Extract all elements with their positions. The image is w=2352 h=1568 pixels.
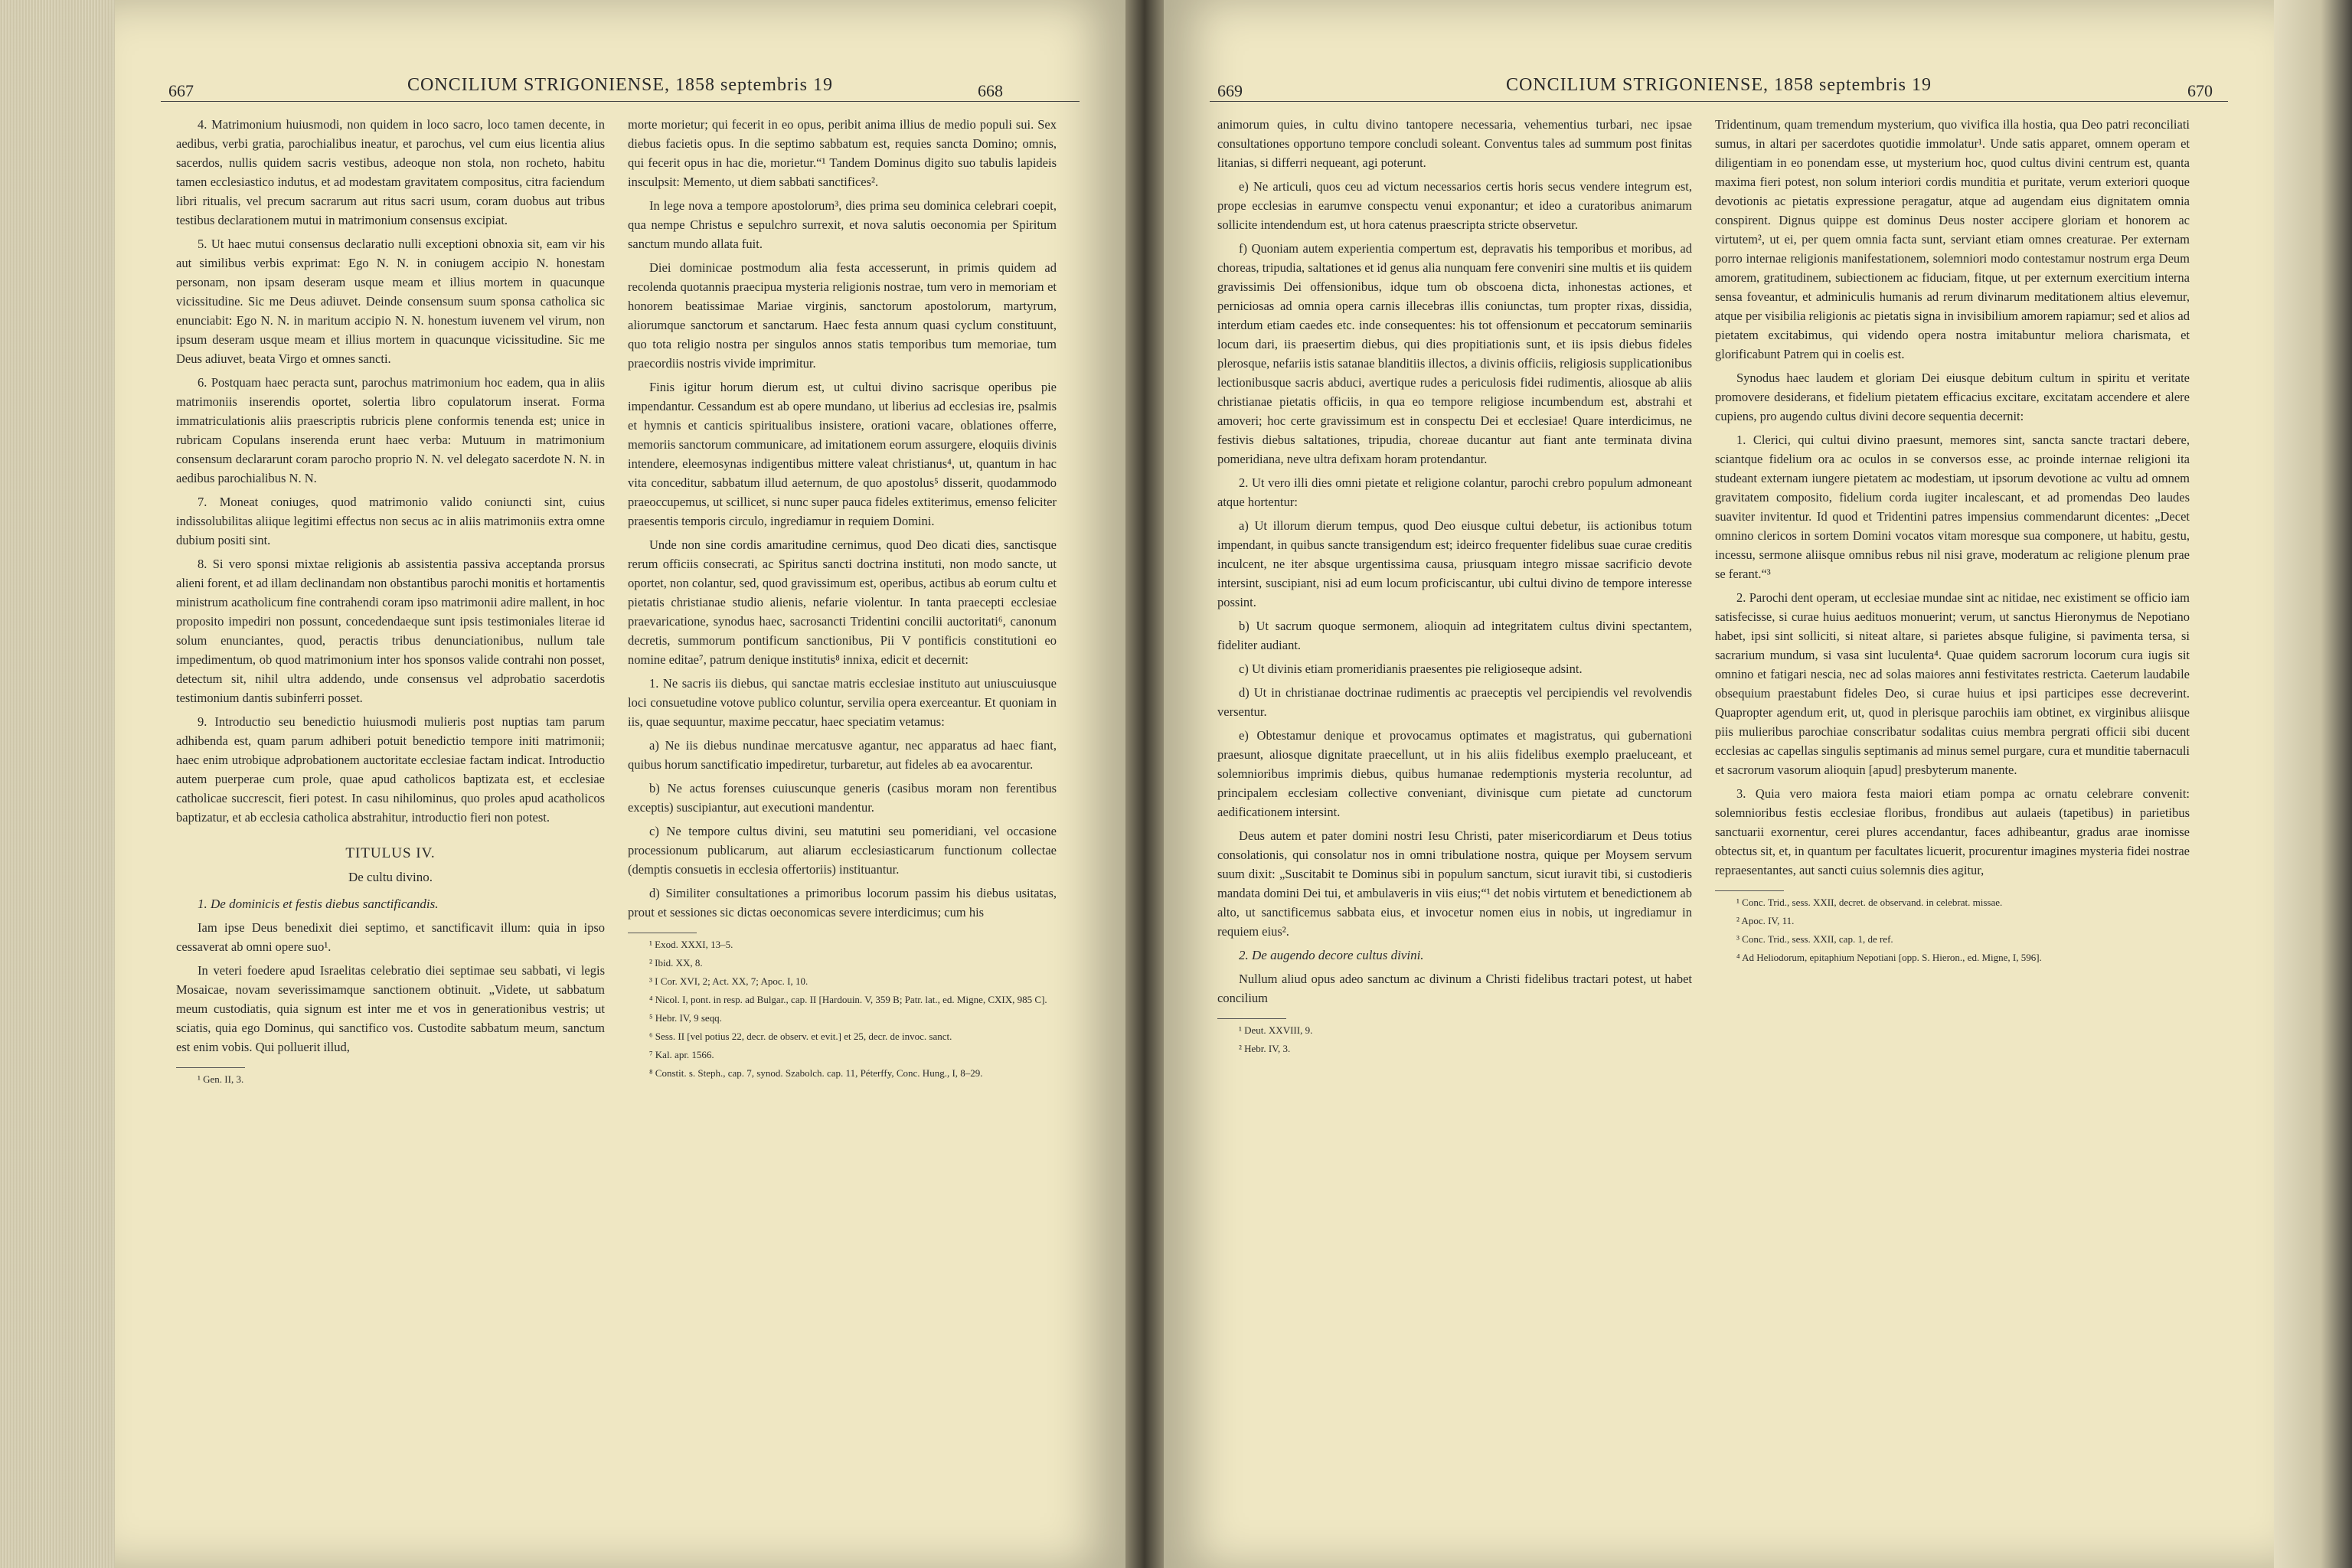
section-heading: 2. De augendo decore cultus divini.: [1239, 948, 1424, 962]
paragraph: 3. Quia vero maiora festa maiori etiam pompa ac ornatu celebrare convenit: solemnioribus festis ecclesiae floribus, frondibus aut aulaeis (tapetibus) in parietibus sanctuarii exornentur, cerei plures accendantur, faces adhibeantur, gradus arae inomisse obtectus sit, et, in quantum per facultates licuerit, procurentur imagines mysteria fidei nostrae repraesentantes, aut sancti cuius solemnis dies agitur,: [1715, 786, 2190, 877]
footnote: ¹ Conc. Trid., sess. XXII, decret. de observand. in celebrat. missae.: [1736, 897, 2003, 908]
paragraph: Synodus haec laudem et gloriam Dei eiusque debitum cultum in spiritu et veritate promovere desiderans, et fidelium pietatem efficacius excitare, excitatam accendere et alere cupiens, pro augendo cultus divini decore sequentia decernit:: [1715, 371, 2190, 423]
left-running-head: [115, 70, 1125, 101]
titulus-subheading: De cultu divino.: [348, 870, 433, 884]
paragraph: Nullum aliud opus adeo sanctum ac divinum a Christi fidelibus tractari potest, ut habet concilium: [1217, 972, 1692, 1005]
left-page: [115, 0, 1125, 1568]
right-column-2: [1715, 115, 2190, 969]
book-edge-right: [2274, 0, 2352, 1568]
paragraph: 9. Introductio seu benedictio huiusmodi mulieris post nuptias tam parum adhibenda est, quam parum adhiberi potuit benedictio tempore initi matrimonii; haec enim utrobique adprobationem auctoritate ecclesiae factam indicat. Introductio autem puerperae cum prole, quae apud catholicos baptizata est, et ecclesiae catholicae succrescit, fieri potest. In casu nihilominus, quo proles apud acatholicos baptizatur, et ab ecclesia catholica abstrahitur, introductio fieri non potest.: [176, 714, 605, 825]
paragraph: 5. Ut haec mutui consensus declaratio nulli exceptioni obnoxia sit, eam vir his aut similibus verbis exprimat: Ego N. N. in coniugem accipio N. honestam personam, non ipsam deseram usque meam et illius mortem in quacunque vicissitudine. Sic me Deus adiuvet. Deinde consensum suum sponsa catholica sic enunciabit: Ego N. N. in maritum accipio N. N. honestum iuvenem vel virum, non ipsum deseram usque meam et illius mortem in quacunque vicissitudine. Sic me Deus adiuvet, beata Virgo et omnes sancti.: [176, 237, 605, 366]
right-header-rule: [1210, 101, 2228, 102]
left-column-1: [176, 115, 605, 1091]
section-heading: 1. De dominicis et festis diebus sanctificandis.: [198, 897, 439, 911]
paragraph: 6. Postquam haec peracta sunt, parochus matrimonium hoc eadem, qua in aliis matrimoniis inserendis oportet, solertia libro copulatorum inserat. Forma immatriculationis aliis praescriptis rubricis plene conformis tenenda est; unice in rubricam Copulans inserenda erunt haec verba: Mutuum in matrimonium consensum declararunt coram parocho proprio N. N. vel delegato sacerdote N. N. in aedibus parochialibus N. N.: [176, 375, 605, 485]
left-page-number: 667: [168, 81, 194, 100]
footnote: ² Apoc. IV, 11.: [1736, 915, 1795, 926]
right-column-1: [1217, 115, 1692, 1060]
paragraph: c) Ne tempore cultus divini, seu matutini seu pomeridiani, vel occasione processionum publicarum, aut aliarum ecclesiasticarum functionum collectae (demptis consuetis in ecclesia offertoriis) instituantur.: [628, 824, 1057, 877]
footnote: ² Ibid. XX, 8.: [649, 957, 703, 969]
footnote: ³ I Cor. XVI, 2; Act. XX, 7; Apoc. I, 10.: [649, 975, 808, 987]
paragraph: a) Ne iis diebus nundinae mercatusve agantur, nec apparatus ad haec fiant, quibus horum sanctificatio impediretur, turbaretur, aut fideles ab ea avocarentur.: [628, 738, 1057, 772]
paragraph: d) Ut in christianae doctrinae rudimentis ac praeceptis vel percipiendis vel revolvendis versentur.: [1217, 685, 1692, 719]
footnote: ⁶ Sess. II [vel potius 22, decr. de observ. et evit.] et 25, decr. de invoc. sanct.: [649, 1031, 952, 1042]
right-column-number: 669: [1217, 81, 1243, 100]
footnote: ⁸ Constit. s. Steph., cap. 7, synod. Szabolch. cap. 11, Péterffy, Conc. Hung., I, 8–29.: [649, 1067, 983, 1079]
footnote: ⁴ Ad Heliodorum, epitaphium Nepotiani [opp. S. Hieron., ed. Migne, I, 596].: [1736, 952, 2042, 963]
paragraph: 1. Clerici, qui cultui divino praesunt, memores sint, sancta sancte tractari debere, sciantque fidelium ora ac oculos in se conversos esse, ac proinde internae religioni ita studeant externam iungere pietatem ac modestiam, ut ipsorum devotione ac vultu ad omnem gravitatem composito, fidelium corda iugiter incalescant, et ad promendas Deo laudes suaviter invitentur. Id quod et Tridentini patres impensius commendarunt dicentes: „Decet omnino clericos in sortem Domini vocatos vitam moresque sua componere, ut habitu, gestu, incessu, sermone aliisque omnibus rebus nil nisi grave, moderatum ac religione plenum prae se ferant.“³: [1715, 433, 2190, 581]
paragraph: animorum quies, in cultu divino tantopere necessaria, vehementius turbari, nec ipsae consultationes opportuno tempore concludi soleant. Conventus tales ad summum post finitas litanias, si differri nequeant, agi poterunt.: [1217, 117, 1692, 170]
book-edge-left: [0, 0, 115, 1568]
right-page: [1164, 0, 2274, 1568]
paragraph: 4. Matrimonium huiusmodi, non quidem in loco sacro, loco tamen decente, in aedibus, verbi gratia, parochialibus ineatur, et parochus, vel cum eius licentia alius sacerdos, nullis quidem sacris vestibus, adeoque non stola, non rocheto, habitu tamen ecclesiastico indutus, et ad modestam gravitatem compositus, citra faciendum libri ritualis, vel precum sacrarum aut ritus sacri usum, coram duobus aut tribus testibus declarationem mutui in matrimonium consensus excipiat.: [176, 117, 605, 227]
footnote: ¹ Deut. XXVIII, 9.: [1239, 1024, 1313, 1036]
paragraph: In veteri foedere apud Israelitas celebratio diei septimae seu sabbati, vi legis Mosaicae, novam severissimamque sanctionem obtinuit. „Videte, ut sabbatum meum custodiatis, quia signum est inter me et vos in generationibus vestris; ut sciatis, quia ego Dominus, qui sanctifico vos. Custodite sabbatum meum, sanctum est enim vobis. Qui polluerit illud,: [176, 963, 605, 1054]
paragraph: b) Ut sacrum quoque sermonem, alioquin ad integritatem cultus divini spectantem, fideliter audiant.: [1217, 619, 1692, 652]
paragraph: 8. Si vero sponsi mixtae religionis ab assistentia passiva acceptanda prorsus alieni forent, et ad illam declinandam non obstantibus parochi monitis et hortamentis ministrum acatholicum fine contrahendi coram ipso matrimonii adire mallent, in hoc proposito impediri non possunt, concedendaeque sunt ipsis testimoniales literae id solum enunciantes, quod, peractis tribus denunciationibus, nullum tale impedimentum, ob quod matrimonium inter hos sponsos valide contrahi non posset, detectum sit, nihil ultra addendo, unde consensus vel adprobatio sacerdotis testimonium dantis subinferri posset.: [176, 557, 605, 705]
paragraph: 2. Parochi dent operam, ut ecclesiae mundae sint ac nitidae, nec existiment se officio iam satisfecisse, si curae huius aedituos monuerint; verum, ut sanctus Hieronymus de Nepotiano habet, ipsi sint solliciti, si niteat altare, si parietes absque fuligine, si pavimenta tersa, si sacrarium mundum, si vasa sint luculenta⁴. Quae quidem sacrorum locorum cura iugis sit omnino et fatigari nescia, nec ad solas maiores anni festivitates restricta. Caeterum laudabile obsequium praestabunt fideles Deo, si curae huius et ipsi participes esse decreverint. Quapropter agendum erit, ut, quod in plerisque parochiis iam obtinet, ex virginibus aliisque piis mulieribus parochiae conscribatur sodalitas cuius membra pergrati officii sibi ducent ecclesias ac capellas singulis septimanis ad minus semel purgare, cura et munditie tabernaculi et sacrorum vasorum alioquin [apud] presbyterum manente.: [1715, 590, 2190, 777]
paragraph: b) Ne actus forenses cuiuscunque generis (casibus moram non ferentibus exceptis) suscipiantur, aut executioni mandentur.: [628, 781, 1057, 815]
paragraph: c) Ut divinis etiam promeridianis praesentes pie religioseque adsint.: [1239, 662, 1583, 676]
footnote-rule: [1715, 890, 1784, 891]
paragraph: d) Similiter consultationes a primoribus locorum passim his diebus usitatas, prout et sessiones sic dictas oeconomicas severe interdicimus; cum his: [628, 886, 1057, 920]
right-running-head: [1164, 70, 2274, 101]
paragraph: Tridentinum, quam tremendum mysterium, quo vivifica illa hostia, qua Deo patri reconciliati sumus, in altari per sacerdotes quotidie immolatur¹. Unde satis apparet, omnem operam et diligentiam in eo ponendam esse, ut mysterium hoc, quod cultus divini centrum est, quanta maxima fieri potest, non solum interiori cordis munditia et puritate, verum exteriori quoque devotionis ac pietatis expressione peragatur, atque ad augendam eius dignitatem omnia conspirent. Dignus quippe est dominus Deus noster accipere gloriam et honorem ac virtutem², ut ei, per quem omnia facta sunt, serviant etiam omnes creaturae. Per externam porro internae religionis manifestationem, solemniori modo contestamur nostrum erga Deum amorem, gratitudinem, subiectionem ac fiduciam, fitque, ut per externum exercitium interna sensa foveantur, et adminiculis humanis ad rerum divinarum meditationem altius elevemur, atque per visibilia religionis ac pietatis signa in invisibilium amorem rapiamur; sed et alios ad pietatem excitabimus, qui videndo opera nostra imitabuntur meliora charismata, et glorificabunt Patrem qui in coelis est.: [1715, 117, 2190, 361]
paragraph: f) Quoniam autem experientia compertum est, depravatis his temporibus et moribus, ad choreas, tripudia, saltationes et id genus alia nunquam fere conveniri sine multis et iis quidem gravissimis Dei offensionibus, idque tum ob obscoena dicta, inhonestas actiones, et perniciosas ad omnia opera carnis illecebras illis coniunctas, tum propter rixas, dissidia, interdum etiam caedes etc. inde consequentes: his tot offensionum et peccatorum seminariis locum dari, iis praesertim diebus, qui dies propitiationis sunt, et iis ipsis diebus fideles plerosque, nefariis istis satanae blanditiis illectos, a divinis officiis, religiosis supplicationibus lectionibusque sacris abduci, avertique rudes a periculosis fidei rudimentis, aliosque ab aliis christianae pietatis officiis, in qua eo tempore religiose incumbendum est, abstrahi et amoveri; hoc certe gravissimum est in conspectu Dei et ecclesiae! Quare interdicimus, ne festivis diebus saltationes, tripudia, choreae ducantur aut fiant ante terminata divina pomeridiana, neve ultra defixam horam protendantur.: [1217, 241, 1692, 466]
left-column-2: [628, 115, 1057, 1085]
paragraph: Finis igitur horum dierum est, ut cultui divino sacrisque operibus pie impendantur. Cessandum est ab opere mundano, ut liberius ad ecclesias ire, psalmis et hymnis et canticis spiritualibus insistere, orationi vacare, oblationes offerre, memoriis sanctorum communicare, ad imitationem eorum assurgere, eloquiis divinis intendere, eleemosynas indigentibus mittere valeat christianus⁴, ut, quantum in hac vita conceditur, sabbatum illud aeternum, de quo apostolus⁵ disserit, quodammodo praeoccupemus, ut scillicet, si nunc super pauca fideles extiterimus, emenso feliciter praesentis temporis circulo, ingrediamur in requiem Domini.: [628, 380, 1057, 528]
paragraph: Diei dominicae postmodum alia festa accesserunt, in primis quidem ad recolenda quotannis praecipua mysteria religionis nostrae, tum vero in memoriam et honorem beatissimae Mariae virginis, sanctorum apostolorum, martyrum, aliorumque sanctorum et sanctarum. Haec festa annum quasi cyclum constituunt, quo tota religio nostra per singulos annos statis temporibus tum memoriae, tum praecordiis nostris vivide imprimitur.: [628, 260, 1057, 371]
footnote: ⁴ Nicol. I, pont. in resp. ad Bulgar., cap. II [Hardouin. V, 359 B; Patr. lat., ed. Migne, CXIX, 985 C].: [649, 994, 1047, 1005]
paragraph: e) Obtestamur denique et provocamus optimates et magistratus, qui gubernationi praesunt, aliosque dignitate praecellunt, ut in his aliis fidelibus exemplo praeluceant, et solemnioribus imprimis diebus, quibus humanae redemptionis mysteria recoluntur, ad principalem ecclesiam collective conveniant, divinisque cum pietate ad cunctorum aedificationem intersint.: [1217, 728, 1692, 819]
left-header-rule: [161, 101, 1080, 102]
paragraph: Iam ipse Deus benedixit diei septimo, et sanctificavit illum: quia in ipso cessaverat ab omni opere suo¹.: [176, 920, 605, 954]
paragraph: 1. Ne sacris iis diebus, qui sanctae matris ecclesiae instituto aut uniuscuiusque loci consuetudine votove publico coluntur, servilia opera exerceantur. Et quoniam in iis, quae sequuntur, maxime peccatur, haec speciatim vetamus:: [628, 676, 1057, 729]
paragraph: In lege nova a tempore apostolorum³, dies prima seu dominica celebrari coepit, qua nempe Christus e sepulchro surrexit, et nova salutis oeconomia per Spiritum sanctum mundo allata fuit.: [628, 198, 1057, 251]
paragraph: 2. Ut vero illi dies omni pietate et religione colantur, parochi crebro populum admoneant atque hortentur:: [1217, 475, 1692, 509]
paragraph: morte morietur; qui fecerit in eo opus, peribit anima illius de medio populi sui. Sex diebus facietis opus. In die septimo sabbatum est, requies sancta Domino; omnis, qui fecerit opus in hac die, morietur.“¹ Tandem Dominus digito suo tabulis lapideis insculpsit: Memento, ut diem sabbati sanctifices².: [628, 117, 1057, 189]
footnote-rule: [176, 1067, 245, 1068]
right-page-number: 670: [2187, 81, 2213, 100]
footnote-rule: [1217, 1018, 1286, 1019]
paragraph: Unde non sine cordis amaritudine cernimus, quod Deo dicati dies, sanctisque rerum officiis consecrati, ac Spiritus sancti doctrina instituti, non modo sancte, ut oportet, non colantur, sed, quod gravissimum est, operibus, actibus ab eorum cultu et pietatis christianae studio alienis, nefarie violentur. In tanta praecepti ecclesiae praevaricatione, synodus haec, sacrosancti Tridentini concilii auctoritati⁶, canonum decretis, summorum pontificum sanctionibus, Pii V pontificis constitutioni eo nomine editae⁷, patrum denique institutis⁸ innixa, edicit et decernit:: [628, 537, 1057, 667]
left-column-number: 668: [978, 81, 1003, 100]
paragraph: 7. Moneat coniuges, quod matrimonio valido coniuncti sint, cuius indissolubilitas aliique legitimi effectus non secus ac in aliis matrimoniis extra omne dubium positi sint.: [176, 495, 605, 547]
titulus-heading: TITULUS IV.: [345, 845, 436, 861]
left-running-title: CONCILIUM STRIGONIENSE, 1858 septembris 19: [407, 75, 833, 95]
footnote: ³ Conc. Trid., sess. XXII, cap. 1, de ref.: [1736, 933, 1893, 945]
paragraph: Deus autem et pater domini nostri Iesu Christi, pater misericordiarum et Deus totius consolationis, qui consolatur nos in omni tribulatione nostra, quique per Moysem servum suum dixit: „Suscitabit te Dominus sibi in populum sanctum, sicut iuravit tibi, si custodieris mandata domini Dei tui, et ambulaveris in viis eius;“¹ det nobis virtutem et benedictionem ab alto, ut sanctificemus sabbata eius, et invocetur nomen eius in nobis, ut ingrediamur in requiem eius².: [1217, 828, 1692, 939]
footnote: ⁵ Hebr. IV, 9 seqq.: [649, 1012, 722, 1024]
footnote: ¹ Exod. XXXI, 13–5.: [649, 939, 733, 950]
book-gutter: [1125, 0, 1164, 1568]
footnote: ⁷ Kal. apr. 1566.: [649, 1049, 714, 1060]
footnote: ¹ Gen. II, 3.: [198, 1073, 244, 1085]
paragraph: a) Ut illorum dierum tempus, quod Deo eiusque cultui debetur, iis actionibus totum impendant, in quibus sancte transigendum est; ideirco frequenter fidelibus suae curae creditis inculcent, ne iter absque urgentissima causa, priusquam integro missae sacrificio devote intersint, suscipiant, nisi ad eum locum proficiscantur, ubi cultui divino de tempore interesse possint.: [1217, 518, 1692, 609]
right-running-title: CONCILIUM STRIGONIENSE, 1858 septembris 19: [1506, 75, 1932, 95]
footnote: ² Hebr. IV, 3.: [1239, 1043, 1291, 1054]
paragraph: e) Ne articuli, quos ceu ad victum necessarios certis horis secus vendere integrum est, prope ecclesias in earumve conspectu venui exponantur; et ideo a curatoribus animarum sollicite intendendum est, ut hora catenus praescripta stricte observetur.: [1217, 179, 1692, 232]
